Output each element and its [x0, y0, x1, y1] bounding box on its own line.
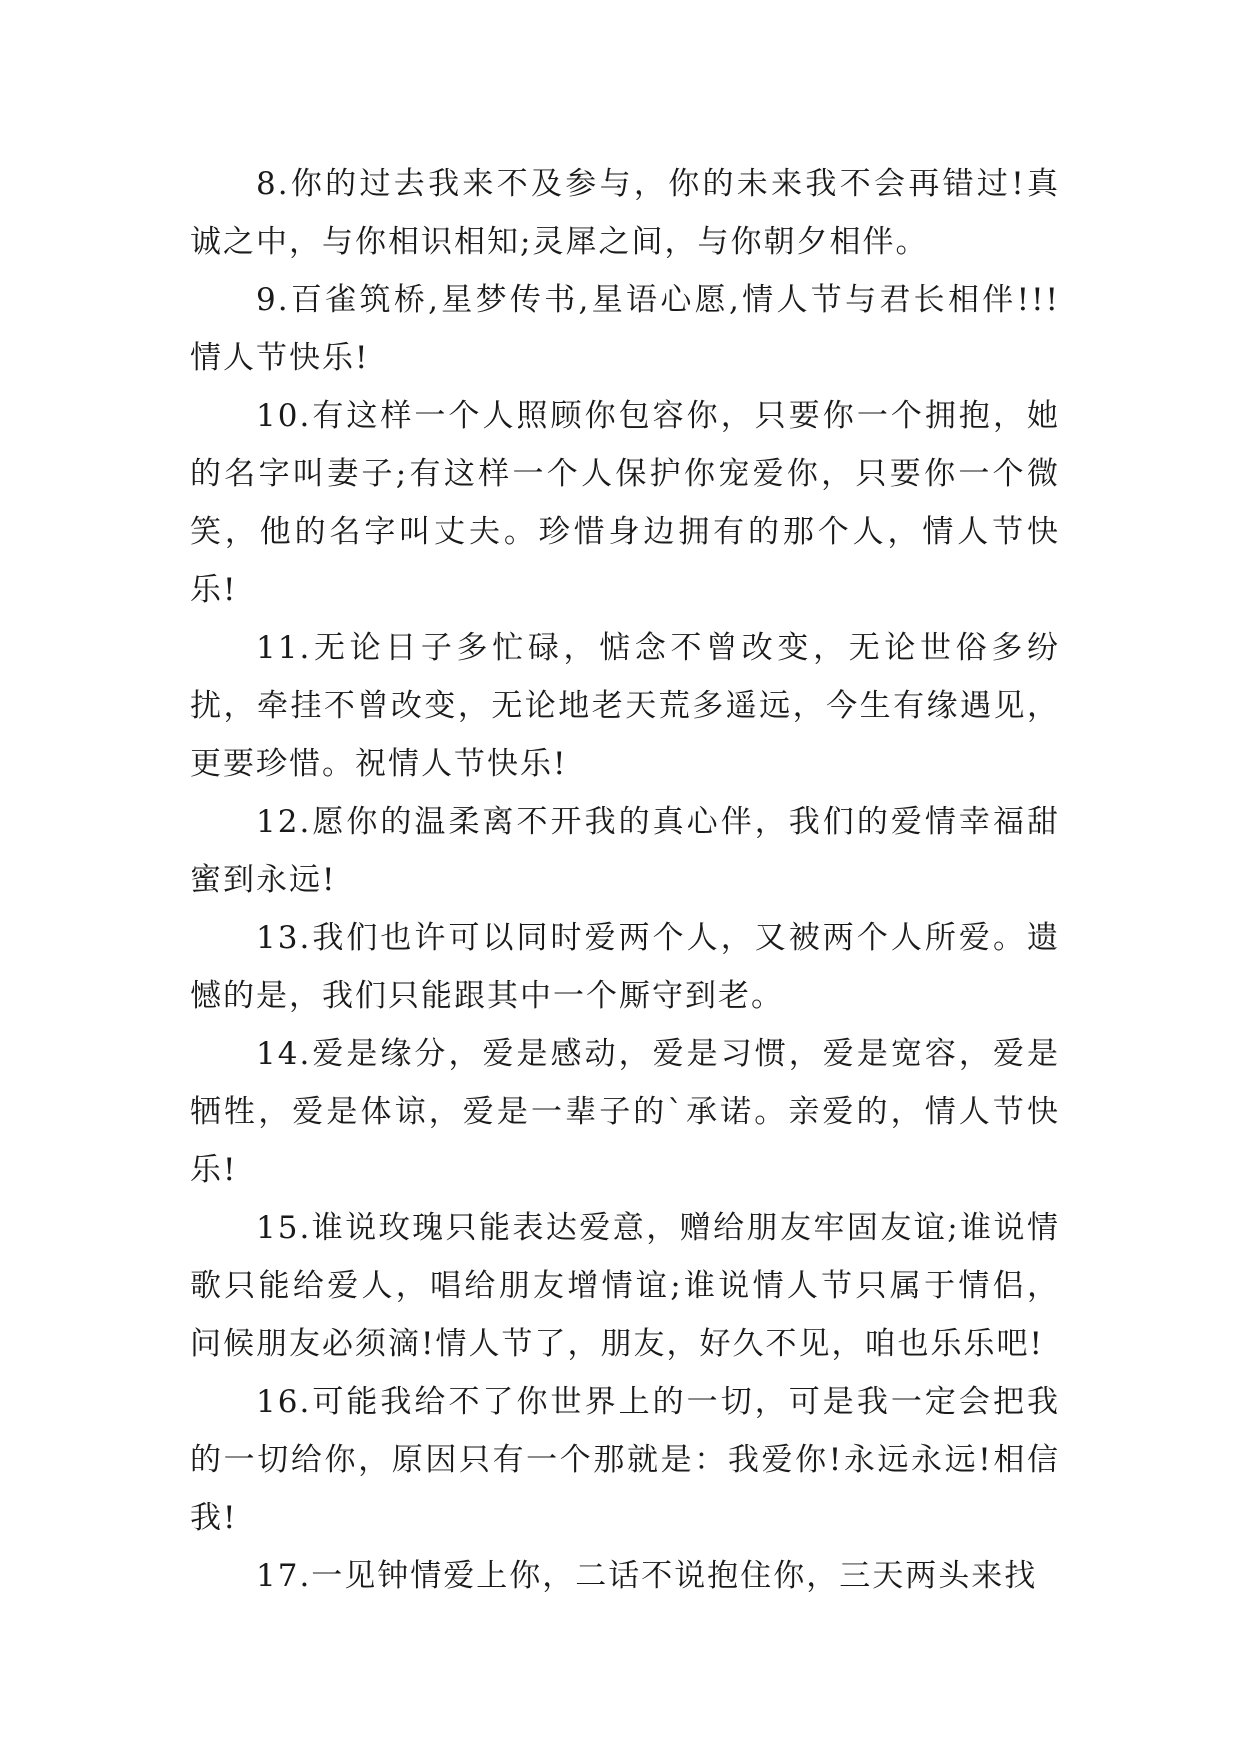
list-item-11: 11.无论日子多忙碌，惦念不曾改变，无论世俗多纷扰，牵挂不曾改变，无论地老天荒多遥远，今生有缘遇见，更要珍惜。祝情人节快乐! — [190, 630, 1060, 782]
list-item-14: 14.爱是缘分，爱是感动，爱是习惯，爱是宽容，爱是牺牲，爱是体谅，爱是一辈子的`承诺。亲爱的，情人节快乐! — [190, 1036, 1060, 1188]
list-item-12: 12.愿你的温柔离不开我的真心伴，我们的爱情幸福甜蜜到永远! — [190, 804, 1060, 898]
list-item-16: 16.可能我给不了你世界上的一切，可是我一定会把我的一切给你，原因只有一个那就是：我爱你!永远永远!相信我! — [190, 1384, 1060, 1536]
document-body — [190, 155, 1060, 1605]
list-item-15: 15.谁说玫瑰只能表达爱意，赠给朋友牢固友谊;谁说情歌只能给爱人，唱给朋友增情谊;谁说情人节只属于情侣，问候朋友必须滴!情人节了，朋友，好久不见，咱也乐乐吧! — [190, 1210, 1060, 1362]
list-item-13: 13.我们也许可以同时爱两个人，又被两个人所爱。遗憾的是，我们只能跟其中一个厮守到老。 — [190, 920, 1060, 1014]
list-item-10: 10.有这样一个人照顾你包容你，只要你一个拥抱，她的名字叫妻子;有这样一个人保护你宠爱你，只要你一个微笑，他的名字叫丈夫。珍惜身边拥有的那个人，情人节快乐! — [190, 398, 1060, 608]
list-item-9: 9.百雀筑桥,星梦传书,星语心愿,情人节与君长相伴!!!情人节快乐! — [190, 282, 1060, 376]
list-item-17: 17.一见钟情爱上你，二话不说抱住你，三天两头来找 — [256, 1558, 1038, 1594]
list-item-8: 8.你的过去我来不及参与，你的未来我不会再错过!真诚之中，与你相识相知;灵犀之间，与你朝夕相伴。 — [190, 166, 1060, 260]
